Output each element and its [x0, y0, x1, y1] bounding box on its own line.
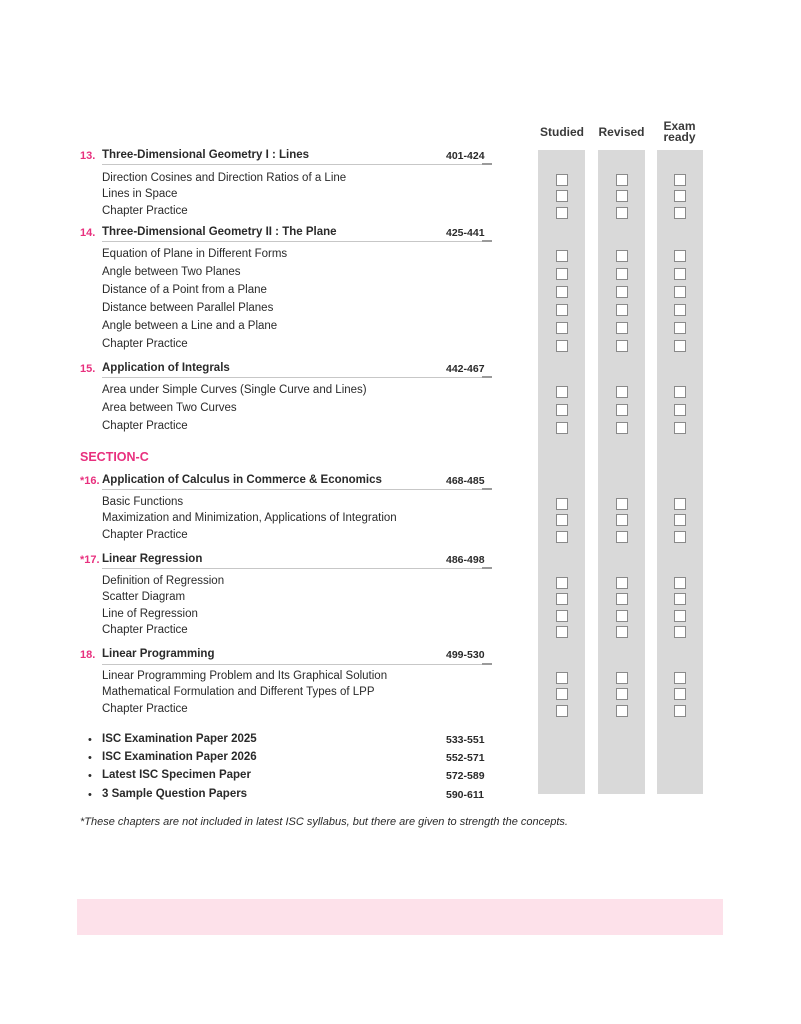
exam-ready-checkbox[interactable] — [674, 672, 686, 684]
topic-label: Chapter Practice — [102, 205, 188, 217]
chapter-pages: 401-424 — [446, 150, 485, 162]
asterisk-marker: * — [80, 475, 85, 487]
exam-ready-checkbox[interactable] — [674, 531, 686, 543]
studied-checkbox[interactable] — [556, 705, 568, 717]
revised-checkbox[interactable] — [616, 286, 628, 298]
paper-title: 3 Sample Question Papers — [102, 788, 248, 800]
studied-checkbox[interactable] — [556, 174, 568, 186]
chapter-number: 14. — [80, 227, 96, 239]
studied-checkbox[interactable] — [556, 386, 568, 398]
chapter-title: Linear Regression — [102, 553, 203, 565]
exam-ready-checkbox[interactable] — [674, 190, 686, 202]
revised-checkbox[interactable] — [616, 304, 628, 316]
topic-label: Chapter Practice — [102, 624, 188, 636]
topic-label: Linear Programming Problem and Its Graphical Solution — [102, 670, 388, 682]
chapter-title: Three-Dimensional Geometry II : The Plane — [102, 226, 337, 238]
exam-ready-checkbox[interactable] — [674, 386, 686, 398]
chapter-rule — [102, 377, 492, 378]
exam-ready-checkbox[interactable] — [674, 498, 686, 510]
footer-band — [77, 899, 723, 935]
revised-checkbox[interactable] — [616, 672, 628, 684]
revised-checkbox[interactable] — [616, 268, 628, 280]
studied-checkbox[interactable] — [556, 514, 568, 526]
topic-label: Mathematical Formulation and Different Types of LPP — [102, 686, 375, 698]
chapter-number-text: 16. — [84, 475, 100, 487]
studied-checkbox[interactable] — [556, 626, 568, 638]
revised-checkbox[interactable] — [616, 404, 628, 416]
chapter-rule — [102, 164, 492, 165]
revised-checkbox[interactable] — [616, 531, 628, 543]
topic-label: Chapter Practice — [102, 529, 188, 541]
studied-checkbox[interactable] — [556, 531, 568, 543]
studied-checkbox[interactable] — [556, 672, 568, 684]
exam-ready-checkbox[interactable] — [674, 514, 686, 526]
chapter-rule-end — [482, 163, 492, 165]
topic-label: Area between Two Curves — [102, 402, 237, 414]
chapter-number: 13. — [80, 150, 96, 162]
revised-checkbox[interactable] — [616, 498, 628, 510]
studied-checkbox[interactable] — [556, 268, 568, 280]
exam-ready-checkbox[interactable] — [674, 705, 686, 717]
chapter-rule-end — [482, 240, 492, 242]
exam-ready-checkbox[interactable] — [674, 268, 686, 280]
revised-checkbox[interactable] — [616, 514, 628, 526]
revised-checkbox[interactable] — [616, 322, 628, 334]
bullet-marker: • — [88, 789, 92, 801]
topic-label: Scatter Diagram — [102, 591, 186, 603]
exam-ready-checkbox[interactable] — [674, 340, 686, 352]
topic-label: Angle between Two Planes — [102, 266, 241, 278]
studied-checkbox[interactable] — [556, 190, 568, 202]
studied-checkbox[interactable] — [556, 577, 568, 589]
revised-checkbox[interactable] — [616, 190, 628, 202]
chapter-number — [80, 475, 100, 487]
exam-ready-checkbox[interactable] — [674, 250, 686, 262]
exam-ready-checkbox[interactable] — [674, 304, 686, 316]
exam-ready-checkbox[interactable] — [674, 286, 686, 298]
exam-ready-checkbox[interactable] — [674, 626, 686, 638]
studied-checkbox[interactable] — [556, 207, 568, 219]
studied-checkbox[interactable] — [556, 688, 568, 700]
chapter-rule — [102, 241, 492, 242]
studied-checkbox[interactable] — [556, 593, 568, 605]
bullet-marker: • — [88, 770, 92, 782]
paper-title: ISC Examination Paper 2025 — [102, 733, 257, 745]
topic-label: Basic Functions — [102, 496, 184, 508]
studied-checkbox[interactable] — [556, 404, 568, 416]
chapter-number — [80, 554, 100, 566]
chapter-title: Application of Integrals — [102, 362, 230, 374]
chapter-number: 18. — [80, 649, 96, 661]
chapter-rule — [102, 568, 492, 569]
exam-ready-checkbox[interactable] — [674, 593, 686, 605]
column-header-studied: Studied — [540, 125, 584, 139]
chapter-number: 15. — [80, 363, 96, 375]
paper-pages: 552-571 — [446, 752, 485, 764]
chapter-rule-end — [482, 376, 492, 378]
section-heading: SECTION-C — [80, 450, 149, 464]
topic-label: Direction Cosines and Direction Ratios of a Line — [102, 172, 347, 184]
exam-ready-checkbox[interactable] — [674, 207, 686, 219]
column-header-exam-ready-line1: Exam — [663, 119, 696, 133]
footnote: *These chapters are not included in latest ISC syllabus, but there are given to strength the concepts. — [80, 816, 568, 828]
topic-label: Distance between Parallel Planes — [102, 302, 274, 314]
studied-checkbox[interactable] — [556, 340, 568, 352]
chapter-rule-end — [482, 663, 492, 665]
paper-pages: 590-611 — [446, 789, 484, 801]
revised-checkbox[interactable] — [616, 610, 628, 622]
chapter-title: Three-Dimensional Geometry I : Lines — [102, 149, 310, 161]
chapter-pages: 468-485 — [446, 475, 485, 487]
bullet-marker: • — [88, 752, 92, 764]
revised-checkbox[interactable] — [616, 340, 628, 352]
asterisk-marker: * — [80, 554, 85, 566]
topic-label: Chapter Practice — [102, 420, 188, 432]
studied-checkbox[interactable] — [556, 286, 568, 298]
topic-label: Chapter Practice — [102, 703, 188, 715]
column-header-exam-ready-line2: ready — [663, 130, 696, 144]
revised-checkbox[interactable] — [616, 705, 628, 717]
exam-ready-checkbox[interactable] — [674, 422, 686, 434]
exam-ready-checkbox[interactable] — [674, 174, 686, 186]
chapter-rule — [102, 489, 492, 490]
paper-title: ISC Examination Paper 2026 — [102, 751, 257, 763]
studied-checkbox[interactable] — [556, 498, 568, 510]
studied-checkbox[interactable] — [556, 610, 568, 622]
revised-checkbox[interactable] — [616, 250, 628, 262]
chapter-rule-end — [482, 488, 492, 490]
topic-label: Line of Regression — [102, 608, 198, 620]
topic-label: Equation of Plane in Different Forms — [102, 248, 288, 260]
topic-label: Distance of a Point from a Plane — [102, 284, 267, 296]
revised-checkbox[interactable] — [616, 386, 628, 398]
revised-checkbox[interactable] — [616, 422, 628, 434]
topic-label: Chapter Practice — [102, 338, 188, 350]
exam-ready-checkbox[interactable] — [674, 577, 686, 589]
paper-pages: 533-551 — [446, 734, 485, 746]
topic-label: Angle between a Line and a Plane — [102, 320, 278, 332]
revised-checkbox[interactable] — [616, 174, 628, 186]
chapter-pages: 499-530 — [446, 649, 485, 661]
revised-checkbox[interactable] — [616, 688, 628, 700]
revised-checkbox[interactable] — [616, 626, 628, 638]
revised-checkbox[interactable] — [616, 593, 628, 605]
topic-label: Maximization and Minimization, Applications of Integration — [102, 512, 397, 524]
chapter-pages: 442-467 — [446, 363, 485, 375]
studied-checkbox[interactable] — [556, 304, 568, 316]
exam-ready-checkbox[interactable] — [674, 688, 686, 700]
topic-label: Lines in Space — [102, 188, 178, 200]
chapter-rule — [102, 664, 492, 665]
exam-ready-checkbox[interactable] — [674, 322, 686, 334]
topic-label: Definition of Regression — [102, 575, 225, 587]
chapter-number-text: 17. — [84, 554, 100, 566]
chapter-pages: 425-441 — [446, 227, 485, 239]
exam-ready-checkbox[interactable] — [674, 404, 686, 416]
chapter-pages: 486-498 — [446, 554, 485, 566]
topic-label: Area under Simple Curves (Single Curve and Lines) — [102, 384, 367, 396]
paper-pages: 572-589 — [446, 770, 485, 782]
chapter-title: Linear Programming — [102, 648, 215, 660]
revised-checkbox[interactable] — [616, 207, 628, 219]
studied-checkbox[interactable] — [556, 250, 568, 262]
studied-checkbox[interactable] — [556, 422, 568, 434]
column-header-exam-ready — [656, 121, 703, 143]
exam-ready-checkbox[interactable] — [674, 610, 686, 622]
studied-checkbox[interactable] — [556, 322, 568, 334]
bullet-marker: • — [88, 734, 92, 746]
revised-checkbox[interactable] — [616, 577, 628, 589]
column-header-revised: Revised — [598, 125, 645, 139]
paper-title: Latest ISC Specimen Paper — [102, 769, 251, 781]
chapter-rule-end — [482, 567, 492, 569]
chapter-title: Application of Calculus in Commerce & Economics — [102, 474, 382, 486]
